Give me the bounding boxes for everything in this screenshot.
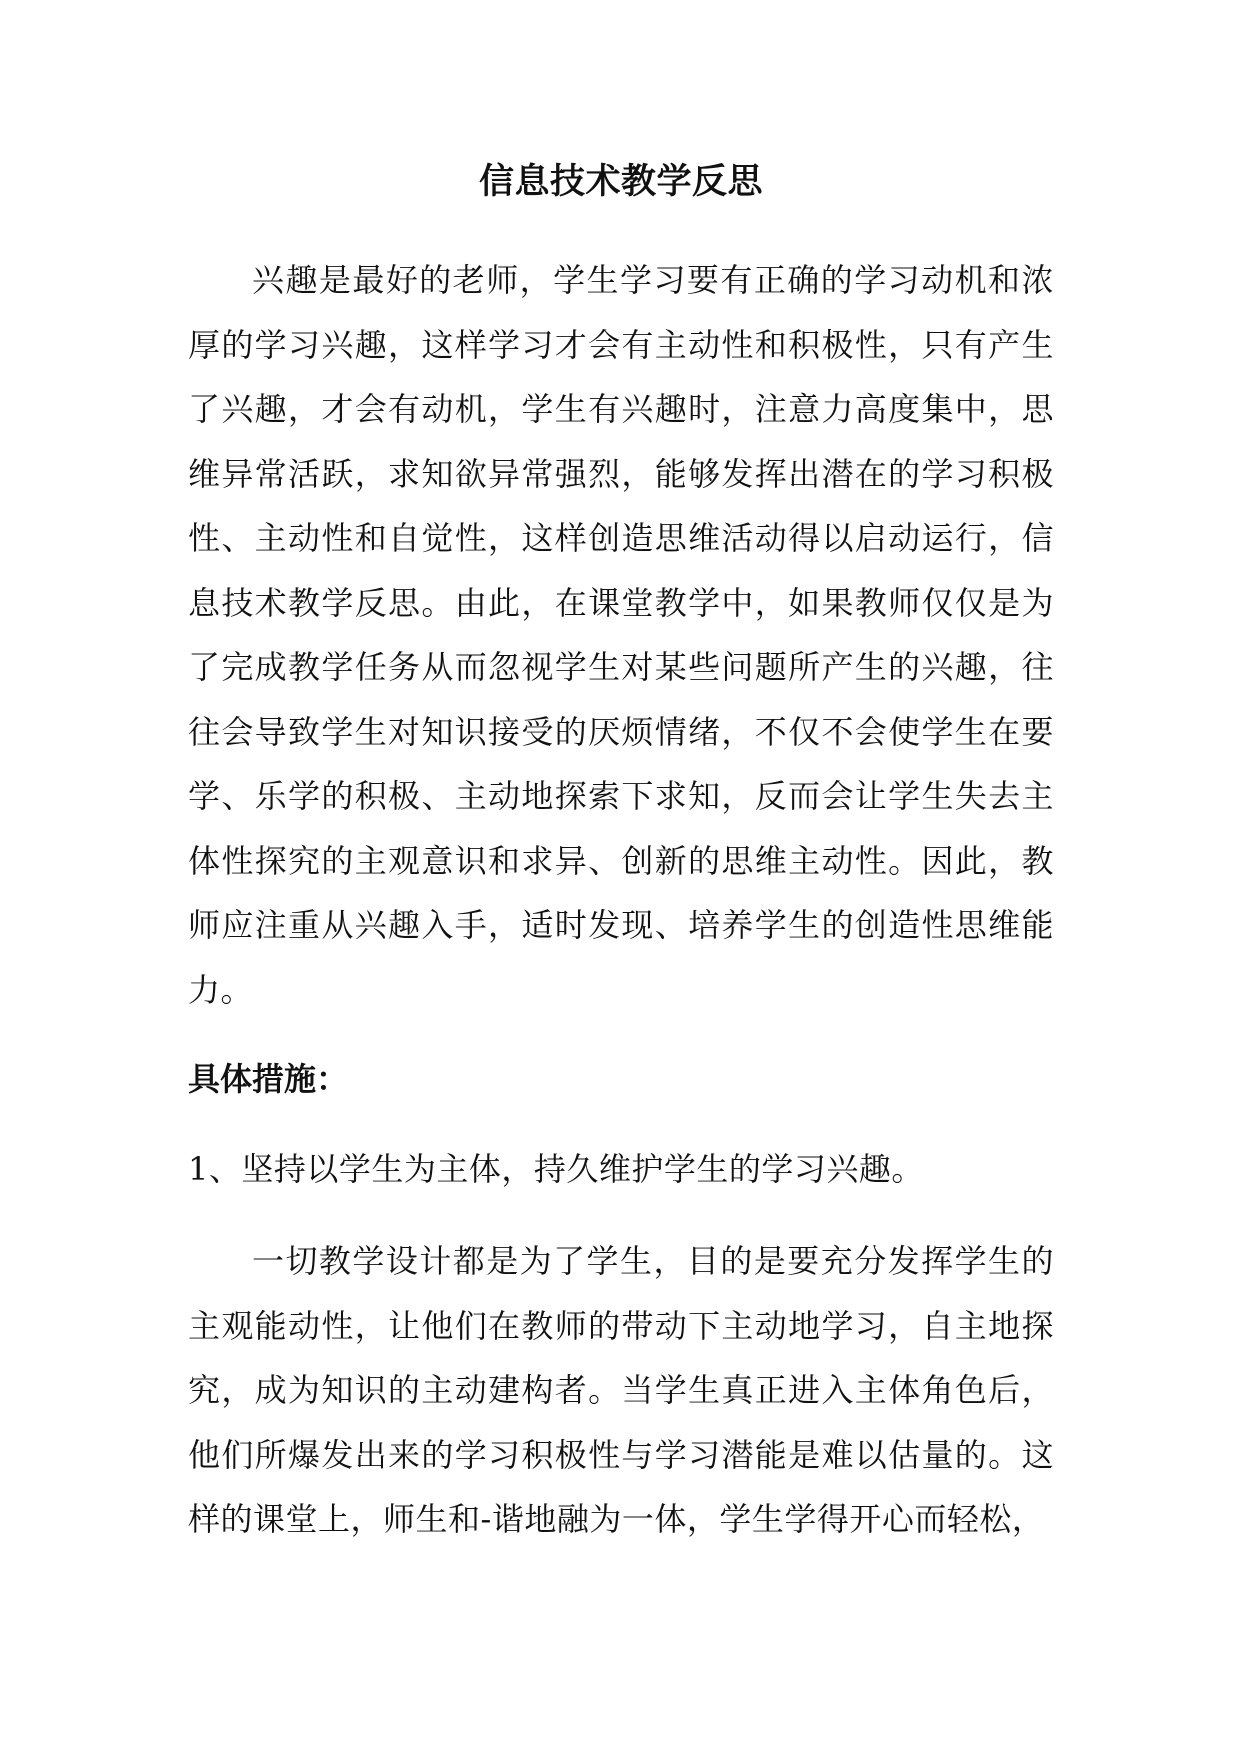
document-body: [188, 152, 1054, 1552]
document-title: 信息技术教学反思: [478, 161, 763, 202]
intro-paragraph: 兴趣是最好的老师，学生学习要有正确的学习动机和浓厚的学习兴趣，这样学习才会有主动性和积极性，只有产生了兴趣，才会有动机，学生有兴趣时，注意力高度集中，思维异常活跃，求知欲异常强烈，能够发挥出潜在的学习积极性、主动性和自觉性，这样创造思维活动得以启动运行，信息技术教学反思。由此，在课堂教学中，如果教师仅仅是为了完成教学任务从而忽视学生对某些问题所产生的兴趣，往往会导致学生对知识接受的厌烦情绪，不仅不会使学生在要学、乐学的积极、主动地探索下求知，反而会让学生失去主体性探究的主观意识和求异、创新的思维主动性。因此，教师应注重从兴趣入手，适时发现、培养学生的创造性思维能力。: [188, 261, 1054, 1009]
measures-heading: 具体措施：: [188, 1060, 349, 1098]
measure-item-1-paragraph: 一切教学设计都是为了学生，目的是要充分发挥学生的主观能动性，让他们在教师的带动下主动地学习，自主地探究，成为知识的主动建构者。当学生真正进入主体角色后，他们所爆发出来的学习积极性与学习潜能是难以估量的。这样的课堂上，师生和-谐地融为一体，学生学得开心而轻松，: [188, 1242, 1054, 1538]
measure-item-1: 1、坚持以学生为主体，持久维护学生的学习兴趣。: [188, 1149, 924, 1188]
